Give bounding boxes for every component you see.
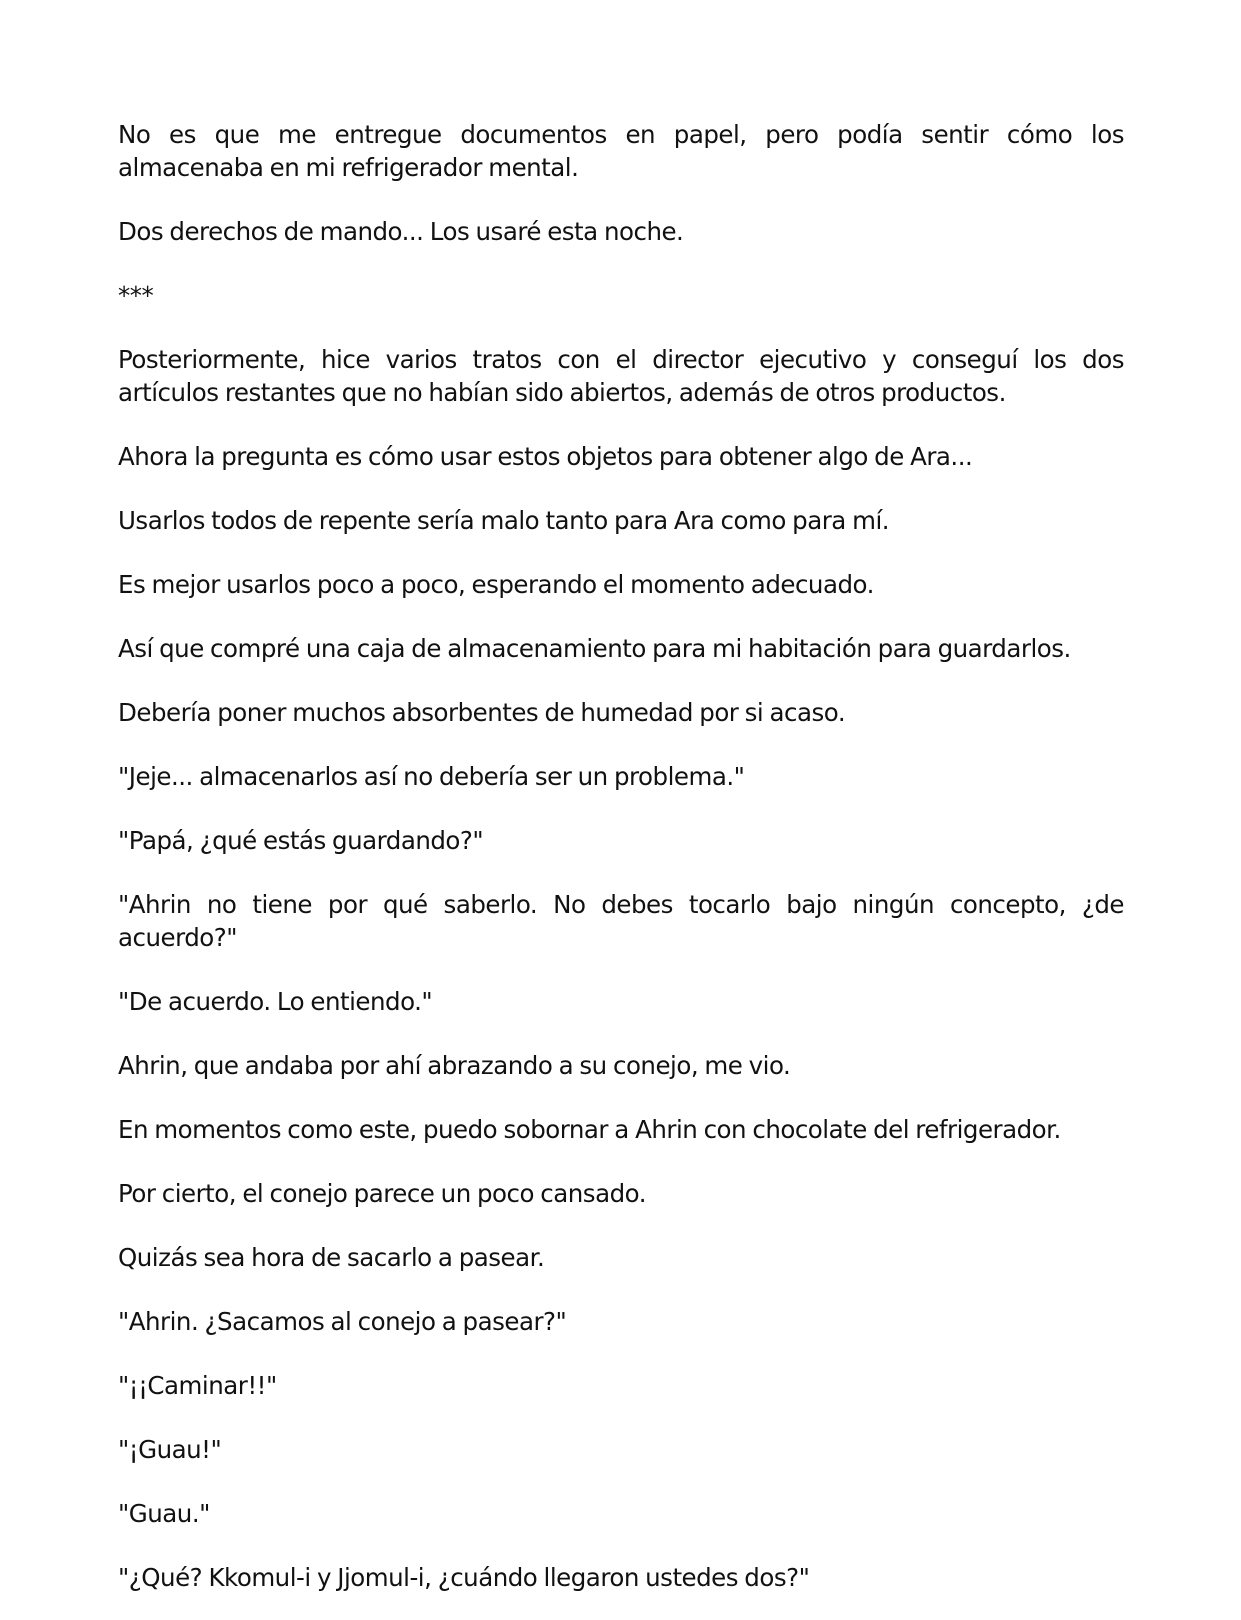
- dialogue-line: "Ahrin no tiene por qué saberlo. No debes tocarlo bajo ningún concepto, ¿de acuerdo?": [118, 890, 1124, 952]
- paragraph: Posteriormente, hice varios tratos con el director ejecutivo y conseguí los dos artículos restantes que no habían sido abiertos, además de otros productos.: [118, 345, 1124, 407]
- paragraph: Es mejor usarlos poco a poco, esperando el momento adecuado.: [118, 570, 874, 599]
- dialogue-line: "Guau.": [118, 1499, 210, 1528]
- paragraph: Dos derechos de mando... Los usaré esta noche.: [118, 217, 684, 246]
- paragraph: No es que me entregue documentos en papel, pero podía sentir cómo los almacenaba en mi refrigerador mental.: [118, 120, 1124, 182]
- dialogue-line: "Jeje... almacenarlos así no debería ser un problema.": [118, 762, 745, 791]
- paragraph: Por cierto, el conejo parece un poco cansado.: [118, 1179, 646, 1208]
- dialogue-line: "¡¡Caminar!!": [118, 1371, 277, 1400]
- document-body: [118, 118, 1124, 1594]
- paragraph: Debería poner muchos absorbentes de humedad por si acaso.: [118, 698, 846, 727]
- paragraph: Quizás sea hora de sacarlo a pasear.: [118, 1243, 545, 1272]
- dialogue-line: "Ahrin. ¿Sacamos al conejo a pasear?": [118, 1307, 567, 1336]
- paragraph: Ahrin, que andaba por ahí abrazando a su conejo, me vio.: [118, 1051, 791, 1080]
- paragraph: Así que compré una caja de almacenamiento para mi habitación para guardarlos.: [118, 634, 1071, 663]
- dialogue-line: "Papá, ¿qué estás guardando?": [118, 826, 484, 855]
- paragraph: Ahora la pregunta es cómo usar estos objetos para obtener algo de Ara...: [118, 442, 973, 471]
- dialogue-line: "De acuerdo. Lo entiendo.": [118, 987, 433, 1016]
- paragraph: Usarlos todos de repente sería malo tanto para Ara como para mí.: [118, 506, 890, 535]
- paragraph: En momentos como este, puedo sobornar a Ahrin con chocolate del refrigerador.: [118, 1115, 1061, 1144]
- dialogue-line: "¿Qué? Kkomul-i y Jjomul-i, ¿cuándo llegaron ustedes dos?": [118, 1563, 810, 1592]
- dialogue-line: "¡Guau!": [118, 1435, 222, 1464]
- scene-break: ***: [118, 281, 154, 310]
